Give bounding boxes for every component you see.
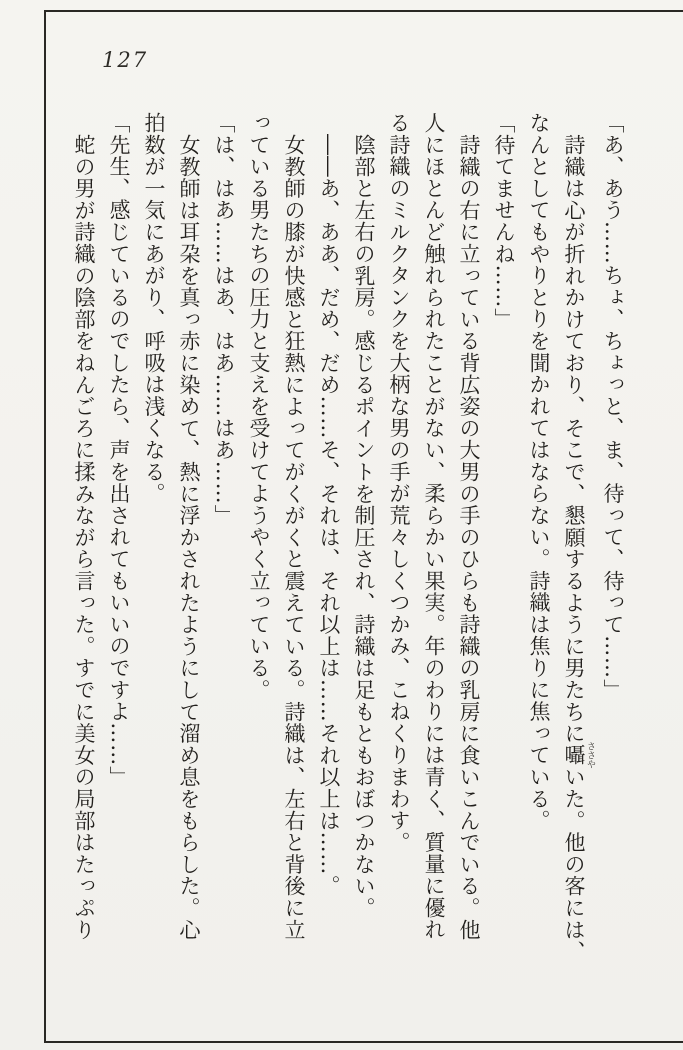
text-segment: いた。他の客には、	[562, 766, 586, 963]
text-line: ――あ、ああ、だめ、だめ……そ、それは、それ以上は……それ以上は……。	[317, 134, 341, 897]
text-line	[556, 112, 595, 974]
text-line: っている男たちの圧力と支えを受けてようやく立っている。	[247, 112, 271, 701]
text-line: 女教師の膝が快感と狂熱によってがくがくと震えている。詩織は、左右と背後に立	[282, 134, 306, 941]
text-line: 陰部と左右の乳房。感じるポイントを制圧され、詩織は足もともおぼつかない。	[352, 134, 376, 919]
text-line: 「待てませんね……」	[492, 112, 516, 330]
ruby-annotation	[562, 741, 595, 769]
text-line: 拍数が一気にあがり、呼吸は浅くなる。	[142, 112, 166, 505]
text-line: なんとしてもやりとりを聞かれてはならない。詩織は焦りに焦っている。	[527, 112, 551, 832]
text-line: 「は、はあ……はあ、はあ……はあ……」	[212, 112, 236, 527]
text-line: 「先生、感じているのでしたら、声を出されてもいいのですよ……」	[107, 112, 131, 788]
ruby-base: 囁	[562, 741, 586, 769]
text-line: 「あ、あう……ちょ、ちょっと、ま、待って、待って……」	[601, 112, 625, 701]
text-line: 女教師は耳朶を真っ赤に染めて、熱に浮かされたようにして溜め息をもらした。心	[177, 134, 201, 941]
text-segment: 詩織は心が折れかけており、そこで、懇願するように男たちに	[562, 134, 586, 745]
text-line: 蛇の男が詩織の陰部をねんごろに揉みながら言った。すでに美女の局部はたっぷり	[72, 134, 96, 941]
page-number: 127	[102, 48, 149, 72]
text-area	[66, 112, 630, 974]
text-line: る詩織のミルクタンクを大柄な男の手が荒々しくつかみ、こねくりまわす。	[387, 112, 411, 854]
text-line: 詩織の右に立っている背広姿の大男の手のひらも詩織の乳房に食いこんでいる。他	[457, 134, 481, 941]
text-line: 人にほとんど触れられたことがない、柔らかい果実。年のわりには青く、質量に優れ	[422, 112, 446, 941]
furigana: ささや	[585, 741, 595, 769]
